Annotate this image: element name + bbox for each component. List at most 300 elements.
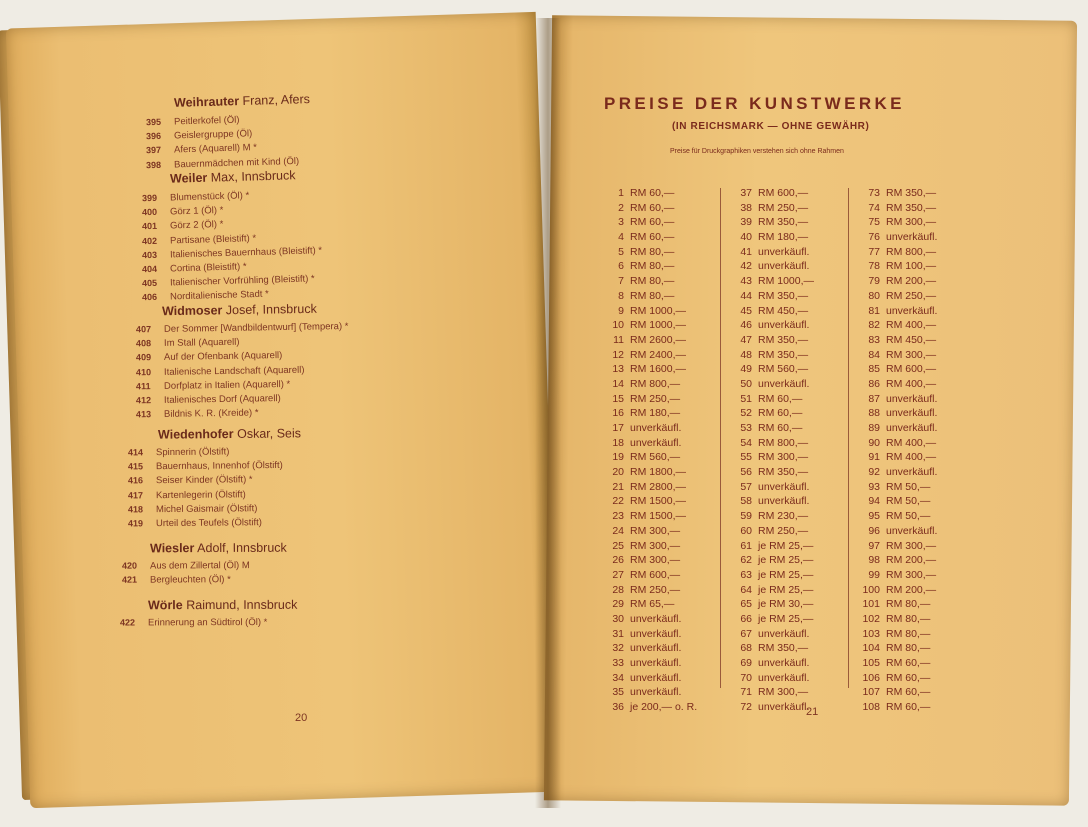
price-row	[856, 259, 937, 274]
price-value: RM 65,—	[630, 598, 675, 611]
artist-name-location: Josef, Innsbruck	[222, 301, 317, 318]
price-value: RM 400,—	[886, 436, 937, 449]
work-number: 406	[141, 292, 158, 303]
price-row	[856, 333, 937, 348]
price-value: RM 300,—	[630, 524, 681, 537]
price-item-number: 78	[868, 260, 880, 273]
work-title: Der Sommer [Wandbildentwurf] (Tempera) *	[163, 321, 349, 335]
price-item-number: 39	[740, 216, 752, 229]
price-value: unverkäufl.	[758, 657, 810, 669]
price-value: RM 80,—	[886, 612, 931, 625]
work-title: Blumenstück (Öl) *	[169, 190, 250, 204]
work-number: 420	[121, 560, 138, 571]
price-item-number: 49	[740, 363, 752, 376]
artist-name-location: Oskar, Seis	[233, 426, 302, 441]
work-title: Seiser Kinder (Ölstift) *	[155, 474, 253, 487]
artist-surname: Weihrauter	[173, 94, 240, 110]
price-row	[728, 274, 814, 289]
price-value: unverkäufl.	[758, 260, 810, 273]
artist-surname: Wiesler	[149, 541, 195, 556]
price-row	[600, 583, 697, 598]
page-number-left: 20	[295, 712, 308, 724]
work-title: Auf der Ofenbank (Aquarell)	[163, 350, 283, 364]
price-value: RM 80,—	[886, 642, 931, 655]
price-value: RM 100,—	[886, 260, 937, 273]
artist-surname: Wörle	[147, 598, 183, 613]
artist-name-location: Franz, Afers	[238, 92, 311, 109]
price-row	[600, 465, 697, 480]
price-row	[600, 421, 697, 436]
price-value: RM 60,—	[886, 671, 931, 684]
price-row	[856, 318, 937, 333]
price-item-number: 72	[740, 701, 752, 714]
price-value: RM 560,—	[630, 451, 681, 464]
work-number: 408	[135, 338, 152, 349]
price-value: RM 1000,—	[758, 275, 815, 288]
price-column	[856, 186, 937, 715]
price-value: unverkäufl.	[630, 671, 682, 684]
price-value: RM 80,—	[630, 275, 675, 288]
price-value: unverkäufl.	[758, 480, 810, 493]
price-column	[600, 186, 697, 715]
price-value: unverkäufl.	[758, 319, 810, 332]
price-row	[728, 509, 814, 524]
price-value: RM 300,—	[758, 451, 809, 464]
price-value: RM 200,—	[886, 554, 937, 567]
price-value: RM 250,—	[758, 524, 809, 537]
price-item-number: 40	[740, 231, 752, 244]
price-value: je RM 25,—	[758, 568, 814, 581]
price-value: unverkäufl.	[886, 392, 938, 405]
price-row	[600, 539, 697, 554]
work-row	[122, 573, 422, 585]
price-item-number: 67	[740, 627, 752, 640]
price-item-number: 26	[612, 554, 624, 567]
price-value: RM 250,—	[886, 289, 937, 302]
price-value: unverkäufl.	[630, 612, 682, 625]
price-row	[856, 289, 937, 304]
work-row	[122, 559, 422, 571]
price-row	[728, 230, 814, 245]
price-item-number: 50	[740, 377, 752, 390]
price-item-number: 45	[740, 304, 752, 317]
price-value: RM 300,—	[886, 539, 937, 552]
price-row	[856, 245, 937, 260]
work-title: Italienischer Vorfrühling (Bleistift) *	[169, 273, 315, 289]
price-row	[728, 362, 814, 377]
price-item-number: 29	[612, 598, 624, 611]
price-value: RM 1600,—	[630, 363, 687, 376]
price-item-number: 38	[740, 201, 752, 214]
price-item-number: 22	[612, 495, 624, 508]
work-title: Bauernhaus, Innenhof (Ölstift)	[155, 460, 283, 473]
price-row	[856, 304, 937, 319]
price-value: RM 250,—	[630, 583, 681, 596]
price-value: unverkäufl.	[630, 436, 682, 449]
book-gutter	[535, 18, 561, 808]
price-item-number: 97	[868, 539, 880, 552]
price-value: RM 180,—	[758, 231, 809, 244]
price-item-number: 56	[740, 466, 752, 479]
price-row	[728, 392, 814, 407]
price-row	[856, 215, 937, 230]
price-row	[728, 318, 814, 333]
price-value: RM 60,—	[886, 657, 931, 669]
price-value: RM 1000,—	[630, 319, 687, 332]
price-item-number: 101	[862, 598, 880, 611]
price-item-number: 104	[862, 642, 880, 655]
price-row	[600, 597, 697, 612]
price-item-number: 14	[612, 377, 624, 390]
price-item-number: 66	[740, 612, 752, 625]
price-item-number: 10	[612, 319, 624, 332]
price-item-number: 65	[740, 598, 752, 611]
work-number: 411	[135, 380, 151, 392]
price-value: unverkäufl.	[886, 466, 938, 479]
price-row	[600, 406, 697, 421]
price-value: je RM 25,—	[758, 539, 814, 552]
price-value: RM 180,—	[630, 407, 681, 420]
work-title: Italienisches Dorf (Aquarell)	[163, 393, 281, 406]
work-title: Cortina (Bleistift) *	[169, 261, 247, 275]
price-item-number: 36	[612, 701, 624, 714]
price-value: RM 2600,—	[630, 333, 687, 346]
price-row	[856, 406, 937, 421]
price-value: RM 50,—	[886, 480, 931, 493]
price-value: RM 350,—	[758, 348, 809, 361]
price-value: RM 400,—	[886, 377, 937, 390]
artist-heading	[158, 426, 301, 441]
price-row	[856, 436, 937, 451]
price-item-number: 81	[868, 304, 880, 317]
work-title: Aus dem Zillertal (Öl) M	[149, 560, 250, 572]
price-row	[728, 450, 814, 465]
price-item-number: 68	[740, 642, 752, 655]
price-value: RM 60,—	[630, 201, 675, 214]
artist-name-location: Raimund, Innsbruck	[182, 597, 298, 613]
price-item-number: 76	[868, 231, 880, 244]
work-number: 396	[145, 131, 162, 142]
price-item-number: 2	[618, 201, 624, 214]
price-item-number: 100	[862, 583, 880, 596]
price-row	[600, 656, 697, 671]
work-row	[128, 487, 428, 501]
work-title: Urteil des Teufels (Ölstift)	[155, 517, 263, 530]
work-number: 417	[127, 489, 144, 501]
price-value: RM 300,—	[886, 348, 937, 361]
price-value: unverkäufl.	[886, 407, 938, 420]
work-number: 401	[141, 221, 158, 232]
work-number: 414	[127, 447, 144, 458]
price-item-number: 99	[868, 568, 880, 581]
price-row	[728, 539, 814, 554]
price-item-number: 11	[613, 333, 624, 346]
price-item-number: 28	[612, 583, 624, 596]
work-number: 395	[145, 116, 162, 128]
price-value: unverkäufl.	[630, 422, 682, 434]
price-item-number: 20	[612, 466, 624, 479]
price-subtitle: (IN REICHSMARK — OHNE GEWÄHR)	[672, 121, 870, 132]
price-value: RM 60,—	[886, 701, 931, 714]
price-row	[856, 553, 937, 568]
price-value: RM 200,—	[886, 583, 937, 596]
price-item-number: 77	[868, 245, 880, 258]
price-value: RM 800,—	[886, 245, 937, 258]
price-item-number: 52	[740, 407, 752, 420]
price-row	[600, 186, 697, 201]
price-column	[728, 186, 814, 715]
price-value: unverkäufl.	[758, 245, 810, 258]
work-number: 409	[135, 352, 152, 363]
price-item-number: 35	[612, 686, 624, 699]
price-item-number: 48	[740, 348, 752, 361]
price-item-number: 70	[740, 671, 752, 684]
price-item-number: 24	[612, 524, 624, 537]
price-row	[728, 186, 814, 201]
price-row	[600, 289, 697, 304]
work-title: Görz 2 (Öl) *	[169, 219, 224, 232]
price-item-number: 12	[612, 348, 624, 361]
price-row	[600, 392, 697, 407]
page-number-right: 21	[806, 706, 819, 718]
price-item-number: 93	[868, 480, 880, 493]
price-row	[600, 524, 697, 539]
artist-name-location: Adolf, Innsbruck	[194, 540, 287, 556]
price-item-number: 95	[868, 510, 880, 523]
price-value: RM 60,—	[630, 187, 675, 199]
price-row	[600, 245, 697, 260]
price-item-number: 19	[612, 451, 624, 464]
price-row	[600, 377, 697, 392]
price-value: RM 560,—	[758, 363, 809, 376]
price-row	[856, 524, 937, 539]
price-item-number: 9	[618, 304, 624, 317]
price-value: unverkäufl.	[630, 686, 682, 699]
price-item-number: 30	[612, 612, 624, 625]
price-value: RM 350,—	[886, 187, 937, 199]
price-row	[600, 612, 697, 627]
price-item-number: 96	[868, 524, 880, 537]
price-value: RM 400,—	[886, 319, 937, 332]
price-item-number: 25	[612, 539, 624, 552]
price-item-number: 74	[868, 201, 880, 214]
price-value: je RM 25,—	[758, 583, 814, 596]
price-value: unverkäufl.	[758, 627, 810, 640]
price-item-number: 42	[740, 260, 752, 273]
work-title: Bauernmädchen mit Kind (Öl)	[173, 155, 300, 171]
price-row	[856, 201, 937, 216]
price-row	[600, 685, 697, 700]
price-row	[728, 641, 814, 656]
price-row	[856, 421, 937, 436]
price-value: RM 60,—	[758, 407, 803, 420]
work-number: 405	[141, 278, 158, 289]
work-number: 412	[135, 395, 152, 406]
price-item-number: 3	[618, 216, 624, 229]
price-item-number: 53	[740, 422, 752, 434]
price-value: RM 250,—	[630, 392, 681, 405]
price-value: RM 450,—	[886, 333, 937, 346]
price-value: unverkäufl.	[758, 377, 810, 390]
work-title: Norditalienische Stadt *	[169, 289, 269, 303]
price-row	[728, 524, 814, 539]
work-title: Michel Gaismair (Ölstift)	[155, 502, 258, 515]
price-row	[856, 450, 937, 465]
price-row	[600, 700, 697, 715]
price-item-number: 85	[868, 363, 880, 376]
price-value: RM 60,—	[758, 422, 803, 434]
price-row	[856, 348, 937, 363]
price-item-number: 32	[612, 642, 624, 655]
price-row	[856, 685, 937, 700]
price-title: PREISE DER KUNSTWERKE	[604, 94, 905, 113]
price-item-number: 43	[740, 275, 752, 288]
price-value: RM 80,—	[630, 289, 675, 302]
price-row	[728, 568, 814, 583]
work-number: 403	[141, 249, 158, 261]
price-value: unverkäufl.	[758, 671, 810, 684]
price-value: RM 800,—	[758, 436, 809, 449]
price-value: RM 450,—	[758, 304, 809, 317]
price-item-number: 4	[618, 231, 624, 244]
price-value: RM 350,—	[758, 333, 809, 346]
price-row	[728, 700, 814, 715]
price-value: RM 200,—	[886, 275, 937, 288]
price-item-number: 7	[618, 275, 624, 288]
price-value: RM 300,—	[758, 686, 809, 699]
price-row	[600, 304, 697, 319]
price-value: RM 1500,—	[630, 510, 687, 523]
work-number: 415	[127, 461, 144, 472]
price-item-number: 41	[740, 245, 752, 258]
price-row	[600, 627, 697, 642]
price-value: je RM 25,—	[758, 612, 814, 625]
price-value: RM 2800,—	[630, 480, 687, 493]
price-row	[856, 465, 937, 480]
price-value: RM 350,—	[758, 466, 809, 479]
price-value: RM 800,—	[630, 377, 681, 390]
artist-name-location: Max, Innsbruck	[207, 168, 296, 185]
price-value: RM 300,—	[630, 554, 681, 567]
price-row	[600, 641, 697, 656]
price-item-number: 102	[862, 612, 880, 625]
price-value: RM 50,—	[886, 510, 931, 523]
price-value: RM 250,—	[758, 201, 809, 214]
price-row	[600, 259, 697, 274]
price-value: unverkäufl.	[630, 657, 682, 669]
price-value: RM 600,—	[630, 568, 681, 581]
price-item-number: 37	[740, 187, 752, 199]
price-item-number: 90	[868, 436, 880, 449]
price-item-number: 59	[740, 510, 752, 523]
price-item-number: 91	[868, 451, 880, 464]
price-row	[728, 436, 814, 451]
work-title: Bergleuchten (Öl) *	[149, 574, 231, 586]
work-number: 399	[141, 192, 158, 204]
price-value: RM 80,—	[630, 260, 675, 273]
price-value: unverkäufl.	[630, 627, 682, 640]
price-item-number: 80	[868, 289, 880, 302]
price-item-number: 34	[612, 671, 624, 684]
price-value: RM 1000,—	[630, 304, 687, 317]
price-value: unverkäufl.	[758, 495, 810, 508]
price-value: RM 1800,—	[630, 466, 687, 479]
price-row	[728, 583, 814, 598]
price-row	[856, 186, 937, 201]
work-title: Peitlerkofel (Öl)	[173, 114, 240, 128]
price-row	[728, 304, 814, 319]
price-row	[600, 362, 697, 377]
price-row	[600, 509, 697, 524]
price-row	[728, 553, 814, 568]
price-row	[856, 597, 937, 612]
price-item-number: 92	[868, 466, 880, 479]
work-title: Spinnerin (Ölstift)	[155, 446, 230, 459]
artist-surname: Widmoser	[161, 303, 223, 319]
price-row	[856, 700, 937, 715]
price-row	[856, 671, 937, 686]
price-item-number: 75	[868, 216, 880, 229]
work-title: Erinnerung an Südtirol (Öl) *	[147, 617, 268, 629]
price-row	[600, 436, 697, 451]
price-value: RM 2400,—	[630, 348, 687, 361]
price-value: je RM 25,—	[758, 554, 814, 567]
price-row	[600, 553, 697, 568]
work-title: Im Stall (Aquarell)	[163, 336, 240, 350]
price-value: RM 350,—	[758, 289, 809, 302]
price-item-number: 13	[612, 363, 624, 376]
price-item-number: 55	[740, 451, 752, 464]
price-row	[856, 377, 937, 392]
price-row	[728, 612, 814, 627]
price-value: RM 60,—	[630, 231, 675, 244]
price-item-number: 107	[862, 686, 880, 699]
price-row	[728, 421, 814, 436]
work-number: 398	[145, 159, 162, 170]
price-row	[600, 450, 697, 465]
price-value: RM 350,—	[886, 201, 937, 214]
price-row	[856, 392, 937, 407]
price-value: RM 300,—	[886, 216, 937, 229]
artist-surname: Wiedenhofer	[157, 426, 234, 442]
price-item-number: 61	[740, 539, 752, 552]
artist-heading	[162, 302, 317, 318]
price-item-number: 1	[618, 187, 624, 199]
price-value: RM 300,—	[886, 568, 937, 581]
price-item-number: 83	[868, 333, 880, 346]
work-number: 422	[119, 617, 136, 628]
price-item-number: 6	[618, 260, 624, 273]
work-title: Bildnis K. R. (Kreide) *	[163, 407, 259, 421]
price-value: je 200,— o. R.	[630, 701, 698, 714]
price-item-number: 108	[862, 701, 880, 714]
price-value: RM 230,—	[758, 510, 809, 523]
price-item-number: 98	[868, 554, 880, 567]
price-item-number: 64	[740, 583, 752, 596]
price-value: unverkäufl.	[758, 701, 810, 714]
price-item-number: 71	[740, 686, 752, 699]
price-item-number: 23	[612, 510, 624, 523]
work-title: Italienisches Bauernhaus (Bleistift) *	[169, 244, 323, 261]
price-value: unverkäufl.	[886, 524, 938, 537]
price-item-number: 5	[618, 245, 624, 258]
work-title: Dorfplatz in Italien (Aquarell) *	[163, 378, 291, 392]
price-row	[600, 318, 697, 333]
price-item-number: 58	[740, 495, 752, 508]
price-value: RM 60,—	[886, 686, 931, 699]
price-value: unverkäufl.	[630, 642, 682, 655]
price-row	[600, 230, 697, 245]
